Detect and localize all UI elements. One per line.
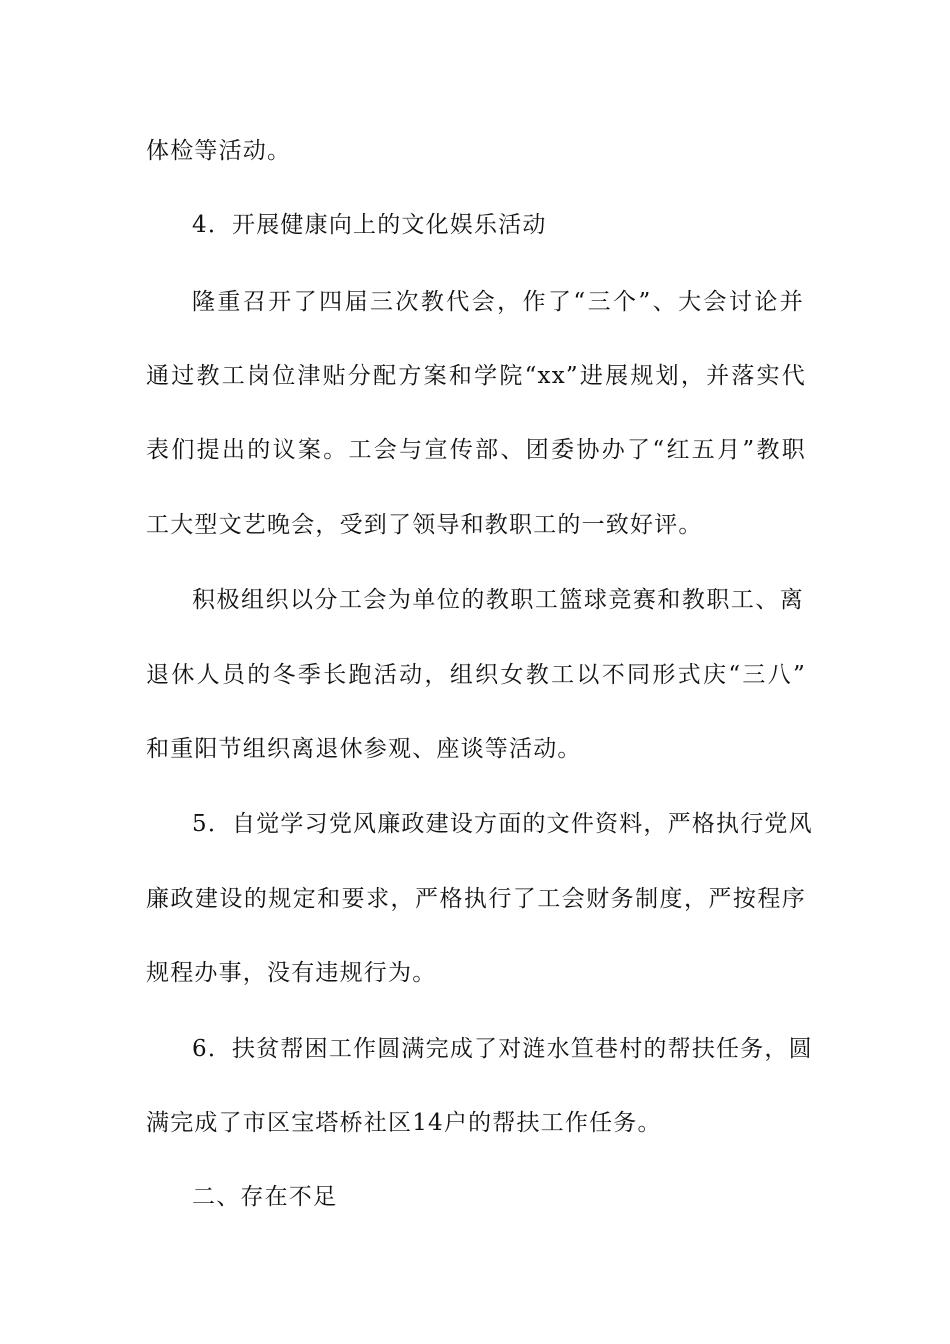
paragraph-line: 通过教工岗位津贴分配方案和学院“xx”进展规划，并落实代 [146, 363, 806, 389]
section-heading: 二、存在不足 [192, 1184, 338, 1210]
paragraph-line: 5．自觉学习党风廉政建设方面的文件资料，严格执行党风 [192, 811, 813, 837]
section-heading: 4．开展健康向上的文化娱乐活动 [192, 212, 547, 238]
paragraph-line: 规程办事，没有违规行为。 [146, 960, 437, 986]
paragraph-line: 体检等活动。 [146, 138, 292, 164]
paragraph-line: 表们提出的议案。工会与宣传部、团委协办了“红五月”教职 [146, 437, 806, 463]
paragraph-line: 满完成了市区宝塔桥社区14户的帮扶工作任务。 [146, 1110, 662, 1136]
paragraph-line: 退休人员的冬季长跑活动，组织女教工以不同形式庆“三八” [146, 662, 806, 688]
paragraph-line: 隆重召开了四届三次教代会，作了“三个”、大会讨论并 [192, 289, 804, 315]
paragraph-line: 积极组织以分工会为单位的教职工篮球竞赛和教职工、离 [192, 587, 804, 613]
paragraph-line: 6．扶贫帮困工作圆满完成了对涟水笪巷村的帮扶任务，圆 [192, 1036, 813, 1062]
paragraph-line: 工大型文艺晚会，受到了领导和教职工的一致好评。 [146, 512, 703, 538]
paragraph-line: 和重阳节组织离退休参观、座谈等活动。 [146, 736, 582, 762]
paragraph-line: 廉政建设的规定和要求，严格执行了工会财务制度，严按程序 [146, 886, 806, 912]
